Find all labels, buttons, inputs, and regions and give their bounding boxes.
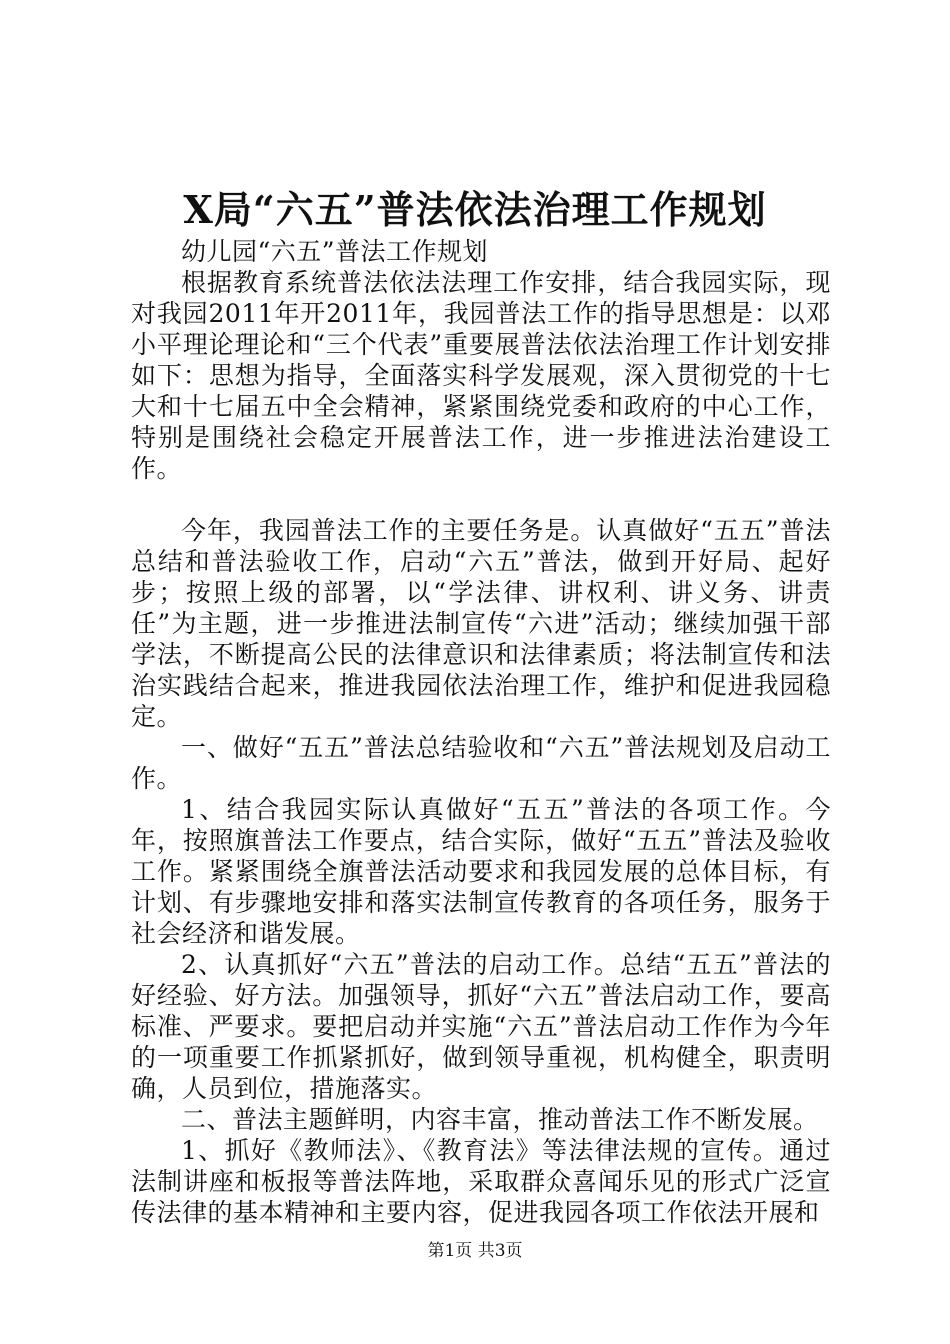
paragraph-section-two-heading: 二、普法主题鲜明，内容丰富，推动普法工作不断发展。 (181, 1105, 819, 1134)
paragraph-main-tasks: 今年，我园普法工作的主要任务是。认真做好“五五”普法总结和普法验收工作，启动“六五”普法，做到开好局、起好步；按照上级的部署，以“学法律、讲权利、讲义务、讲责任”为主题，进一步推进法制宣传“六进”活动；继续加强干部学法，不断提高公民的法律意识和法律素质；将法制宣传和法治实践结合起来，推进我园依法治理工作，维护和促进我园稳定。 (131, 516, 831, 731)
document-body (131, 236, 831, 1228)
paragraph-item-2-1: 1、抓好《教师法》、《教育法》等法律法规的宣传。通过法制讲座和板报等普法阵地，采取群众喜闻乐见的形式广泛宣传法律的基本精神和主要内容，促进我园各项工作依法开展和 (131, 1136, 831, 1227)
paragraph-section-one-heading: 一、做好“五五”普法总结验收和“六五”普法规划及启动工作。 (131, 733, 831, 793)
paragraph-guiding-thought: 根据教育系统普法依法法理工作安排，结合我园实际，现对我园2011年开2011年，我园普法工作的指导思想是：以邓小平理论理论和“三个代表”重要展普法依法治理工作计划安排如下：思想为指导，全面落实科学发展观，深入贯彻党的十七大和十七届五中全会精神，紧紧围绕党委和政府的中心工作，特别是围绕社会稳定开展普法工作，进一步推进法治建设工作。 (131, 268, 831, 483)
page-number: 第1页 共3页 (427, 1241, 523, 1261)
paragraph-item-2: 2、认真抓好“六五”普法的启动工作。总结“五五”普法的好经验、好方法。加强领导，抓好“六五”普法启动工作，要高标准、严要求。要把启动并实施“六五”普法启动工作作为今年的一项重要工作抓紧抓好，做到领导重视，机构健全，职责明确，人员到位，措施落实。 (131, 950, 831, 1103)
document-title: X局“六五”普法依法治理工作规划 (183, 187, 767, 232)
paragraph-item-1: 1、结合我园实际认真做好“五五”普法的各项工作。今年，按照旗普法工作要点，结合实际，做好“五五”普法及验收工作。紧紧围绕全旗普法活动要求和我园发展的总体目标，有计划、有步骤地安排和落实法制宣传教育的各项任务，服务于社会经济和谐发展。 (131, 795, 831, 948)
paragraph-subtitle: 幼儿园“六五”普法工作规划 (181, 237, 489, 266)
